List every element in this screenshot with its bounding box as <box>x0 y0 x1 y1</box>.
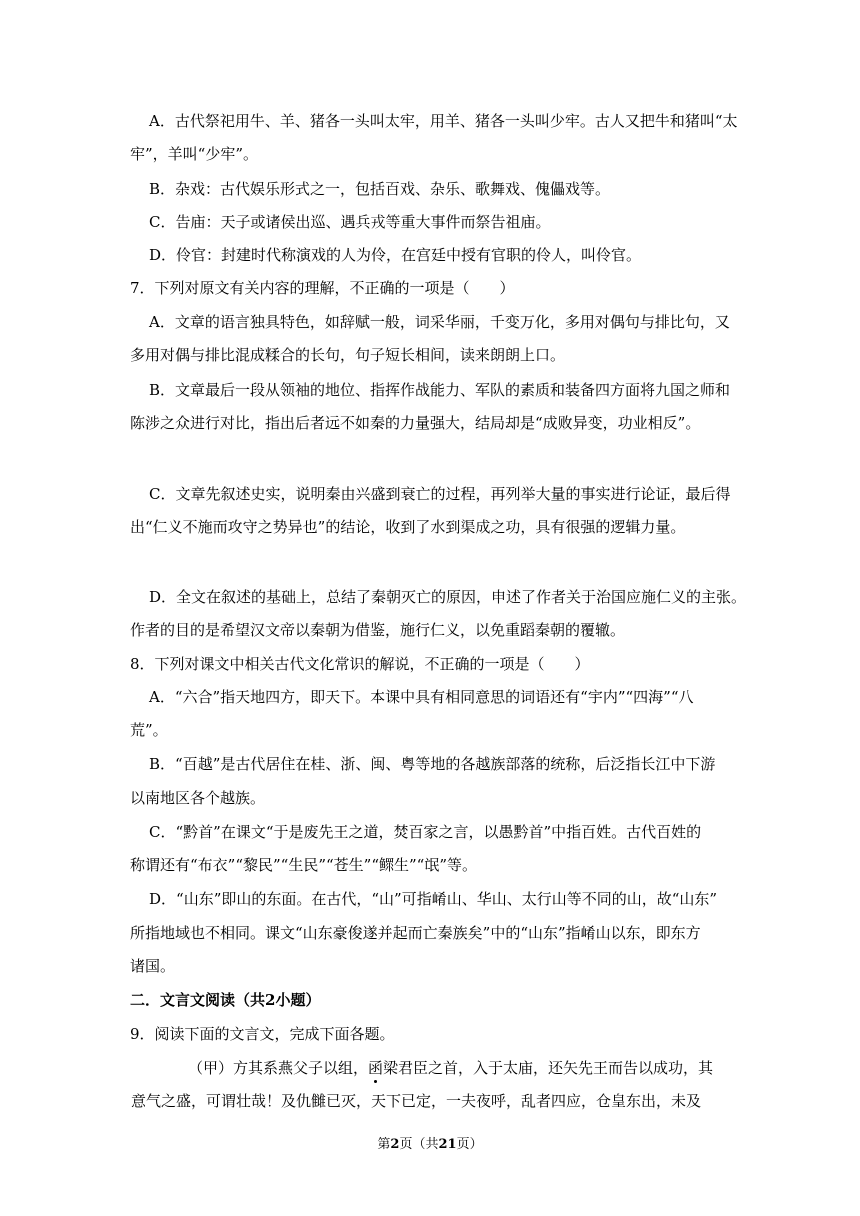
q9-passage-line1 <box>188 1058 713 1078</box>
q8-option-c-line1: C．“黔首”在课文“于是废先王之道，焚百家之言，以愚黔首”中指百姓。古代百姓的 <box>149 823 702 841</box>
footer-pre: 第 <box>377 1137 391 1152</box>
q9-passage-line1-pre: （甲）方其系燕父子以组， <box>188 1059 369 1077</box>
q8-option-d-line3: 诸国。 <box>130 957 176 975</box>
q8-option-c-line2: 称谓还有“布衣”“黎民”“生民”“苍生”“鳏生”“氓”等。 <box>130 856 478 874</box>
q7-option-c-line2: 出“仁义不施而攻守之势异也”的结论，收到了水到渠成之功，具有很强的逻辑力量。 <box>130 518 686 536</box>
footer-post: 页） <box>456 1137 483 1152</box>
footer-page-number: 2 <box>390 1137 400 1152</box>
q7-option-c-line1: C．文章先叙述史实，说明秦由兴盛到衰亡的过程，再列举大量的事实进行论证，最后得 <box>149 485 731 503</box>
emphasis-dot-char: 函 <box>368 1059 384 1077</box>
q9-stem: 9．阅读下面的文言文，完成下面各题。 <box>130 1025 395 1043</box>
q6-option-b: B．杂戏：古代娱乐形式之一，包括百戏、杂乐、歌舞戏、傀儡戏等。 <box>149 180 611 198</box>
q8-option-b-line1: B．“百越”是古代居住在桂、浙、闽、粤等地的各越族部落的统称，后泛指长江中下游 <box>149 755 716 773</box>
q7-option-d-line1: D．全文在叙述的基础上，总结了秦朝灭亡的原因，申述了作者关于治国应施仁义的主张。 <box>149 588 747 606</box>
q8-option-b-line2: 以南地区各个越族。 <box>130 789 266 807</box>
q8-stem: 8．下列对课文中相关古代文化常识的解说，不正确的一项是（ ） <box>130 655 590 673</box>
q8-option-d-line1: D．“山东”即山的东面。在古代，“山”可指崤山、华山、太行山等不同的山，故“山东” <box>149 890 718 908</box>
q7-option-b-line2: 陈涉之众进行对比，指出后者远不如秦的力量强大，结局却是“成败异变，功业相反”。 <box>130 414 701 432</box>
q9-passage-line1-post: 梁君臣之首，入于太庙，还矢先王而告以成功，其 <box>383 1059 714 1077</box>
q6-option-d: D．伶官：封建时代称演戏的人为伶，在宫廷中授有官职的伶人，叫伶官。 <box>149 246 642 264</box>
q8-option-a-line2: 荒”。 <box>130 721 168 739</box>
q8-option-d-line2: 所指地域也不相同。课文“山东豪俊遂并起而亡秦族矣”中的“山东”指崤山以东，即东方 <box>130 924 701 942</box>
section-heading: 二．文言文阅读（共2小题） <box>130 991 321 1009</box>
q7-option-b-line1: B．文章最后一段从领袖的地位、指挥作战能力、军队的素质和装备四方面将九国之师和 <box>149 381 731 399</box>
footer-mid: 页（共 <box>399 1137 439 1152</box>
q7-option-d-line2: 作者的目的是希望汉文帝以秦朝为借鉴，施行仁义，以免重蹈秦朝的覆辙。 <box>130 621 626 639</box>
q6-option-a-line1: A．古代祭祀用牛、羊、猪各一头叫太牢，用羊、猪各一头叫少牢。古人又把牛和猪叫“太 <box>149 112 738 130</box>
page-footer <box>0 1136 860 1154</box>
q6-option-a-line2: 牢”，羊叫“少牢”。 <box>130 145 259 163</box>
q6-option-c: C．告庙：天子或诸侯出巡、遇兵戎等重大事件而祭告祖庙。 <box>149 213 551 231</box>
q7-option-a-line1: A．文章的语言独具特色，如辞赋一般，词采华丽，千变万化，多用对偶句与排比句，又 <box>149 313 730 331</box>
footer-total-pages: 21 <box>438 1137 457 1152</box>
q7-option-a-line2: 多用对偶与排比混成糅合的长句，句子短长相间，读来朗朗上口。 <box>130 346 566 364</box>
q9-passage-line2: 意气之盛，可谓壮哉！及仇雠已灭，天下已定，一夫夜呼，乱者四应，仓皇东出，未及 <box>131 1092 702 1110</box>
q7-stem: 7．下列对原文有关内容的理解，不正确的一项是（ ） <box>130 279 515 297</box>
q8-option-a-line1: A．“六合”指天地四方，即天下。本课中具有相同意思的词语还有“宇内”“四海”“八 <box>149 688 694 706</box>
